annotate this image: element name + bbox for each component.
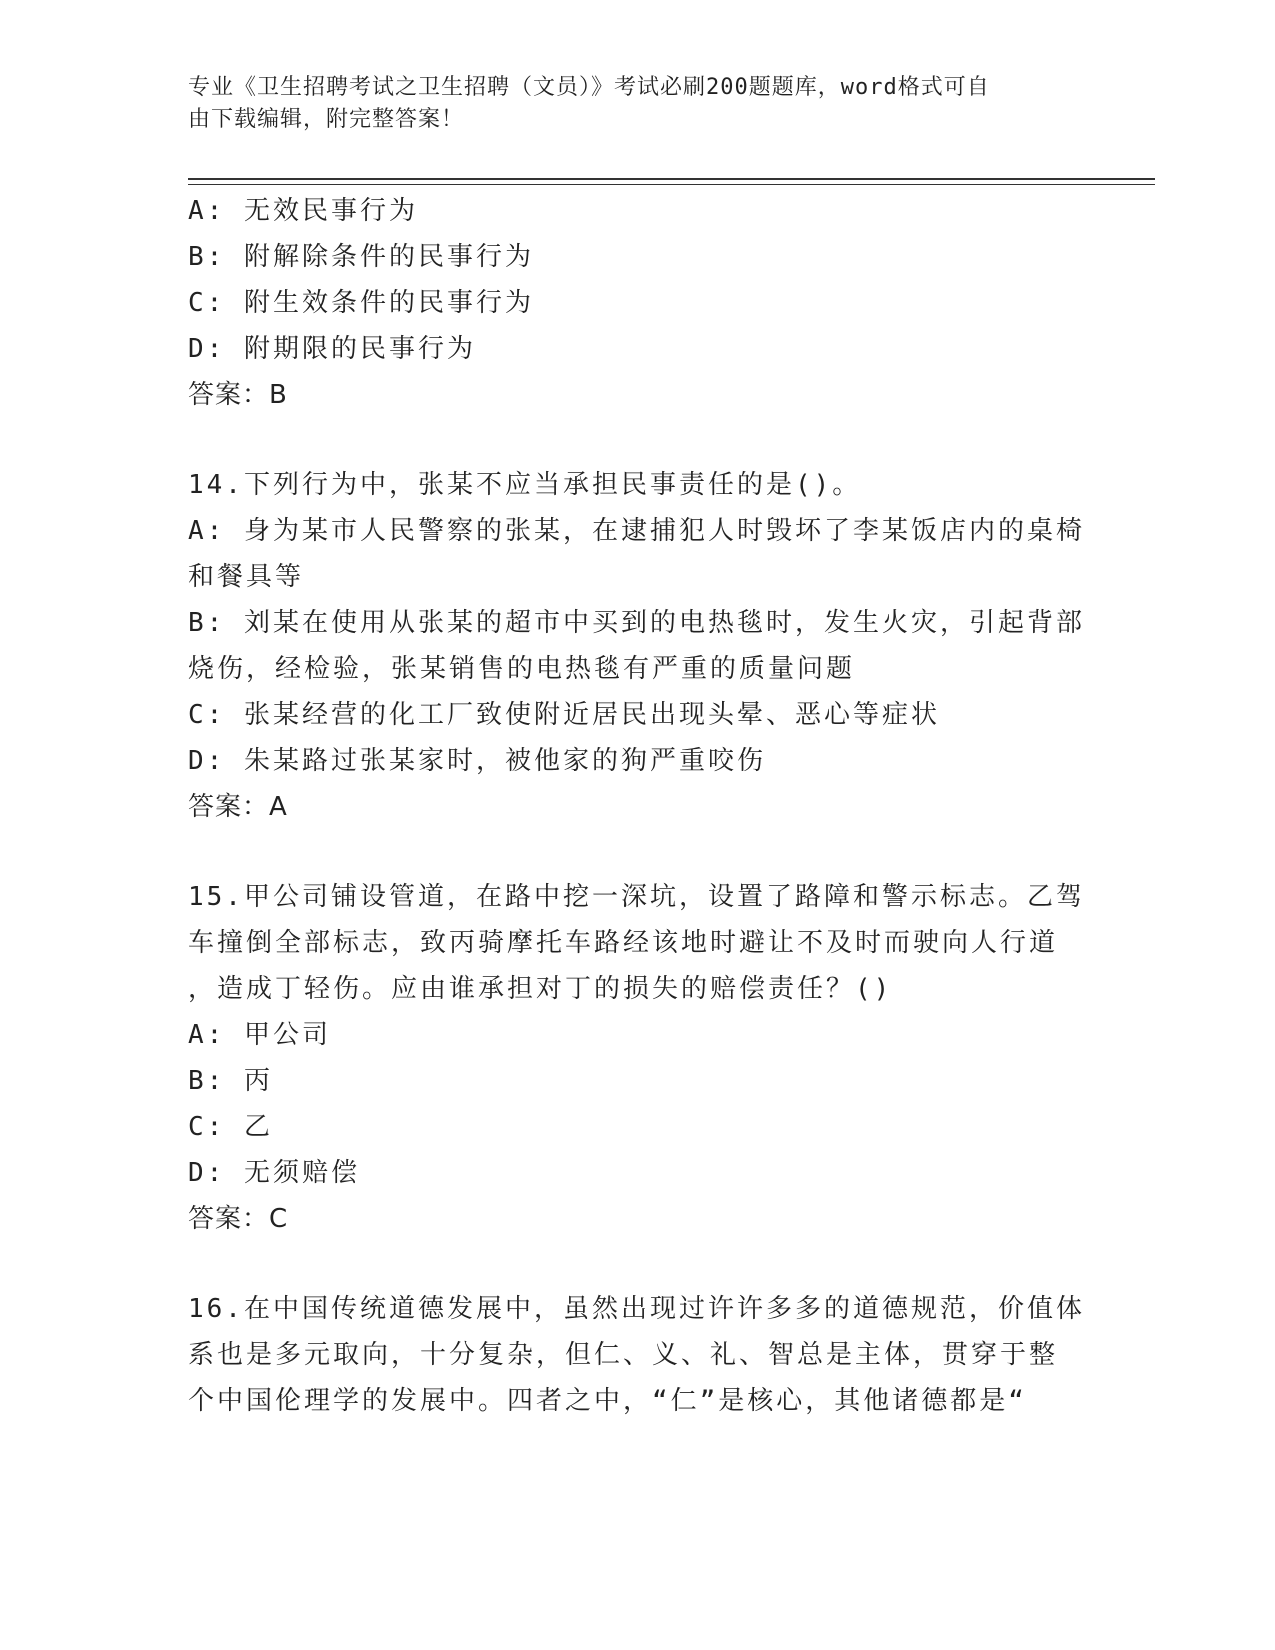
header-title-line-1: 专业《卫生招聘考试之卫生招聘（文员）》考试必刷200题题库，word格式可自 [188,75,990,100]
question-stem: 14.下列行为中，张某不应当承担民事责任的是()。 [188,470,862,500]
question-15 [188,874,1088,1242]
question-stem-continuation: 个中国伦理学的发展中。四者之中，“仁”是核心，其他诸德都是“ [188,1386,1027,1416]
option-b-continuation: 烧伤，经检验，张某销售的电热毯有严重的质量问题 [188,654,856,684]
question-stem-continuation: ，造成丁轻伤。应由谁承担对丁的损失的赔偿责任？() [188,974,893,1004]
question-13-continued [188,188,1088,418]
document-header [188,72,1068,136]
option-c: C: 乙 [188,1112,273,1142]
question-stem-continuation: 车撞倒全部标志，致丙骑摩托车路经该地时避让不及时而驶向人行道 [188,928,1059,958]
question-spacer [188,830,1088,874]
header-divider-thick [188,178,1155,180]
option-c: C: 张某经营的化工厂致使附近居民出现头晕、恶心等症状 [188,700,940,730]
option-c: C: 附生效条件的民事行为 [188,288,534,318]
answer-label: 答案：A [188,792,288,822]
question-16 [188,1286,1088,1424]
option-d: D: 朱某路过张某家时，被他家的狗严重咬伤 [188,746,766,776]
option-a: A: 无效民事行为 [188,196,418,226]
option-b: B: 刘某在使用从张某的超市中买到的电热毯时，发生火灾，引起背部 [188,608,1085,638]
question-list [188,188,1088,1424]
option-d: D: 附期限的民事行为 [188,334,476,364]
option-a: A: 身为某市人民警察的张某，在逮捕犯人时毁坏了李某饭店内的桌椅 [188,516,1085,546]
question-14 [188,462,1088,830]
option-d: D: 无须赔偿 [188,1158,360,1188]
answer-label: 答案：C [188,1204,289,1234]
question-stem: 15.甲公司铺设管道，在路中挖一深坑，设置了路障和警示标志。乙驾 [188,882,1085,912]
header-title-line-2: 由下载编辑，附完整答案！ [188,107,465,132]
option-b: B: 附解除条件的民事行为 [188,242,534,272]
question-spacer [188,1242,1088,1286]
question-spacer [188,418,1088,462]
option-a-continuation: 和餐具等 [188,562,305,592]
header-divider-thin [188,184,1155,185]
answer-label: 答案：B [188,380,288,410]
option-a: A: 甲公司 [188,1020,331,1050]
option-b: B: 丙 [188,1066,273,1096]
question-stem: 16.在中国传统道德发展中，虽然出现过许许多多的道德规范，价值体 [188,1294,1085,1324]
question-stem-continuation: 系也是多元取向，十分复杂，但仁、义、礼、智总是主体，贯穿于整 [188,1340,1059,1370]
